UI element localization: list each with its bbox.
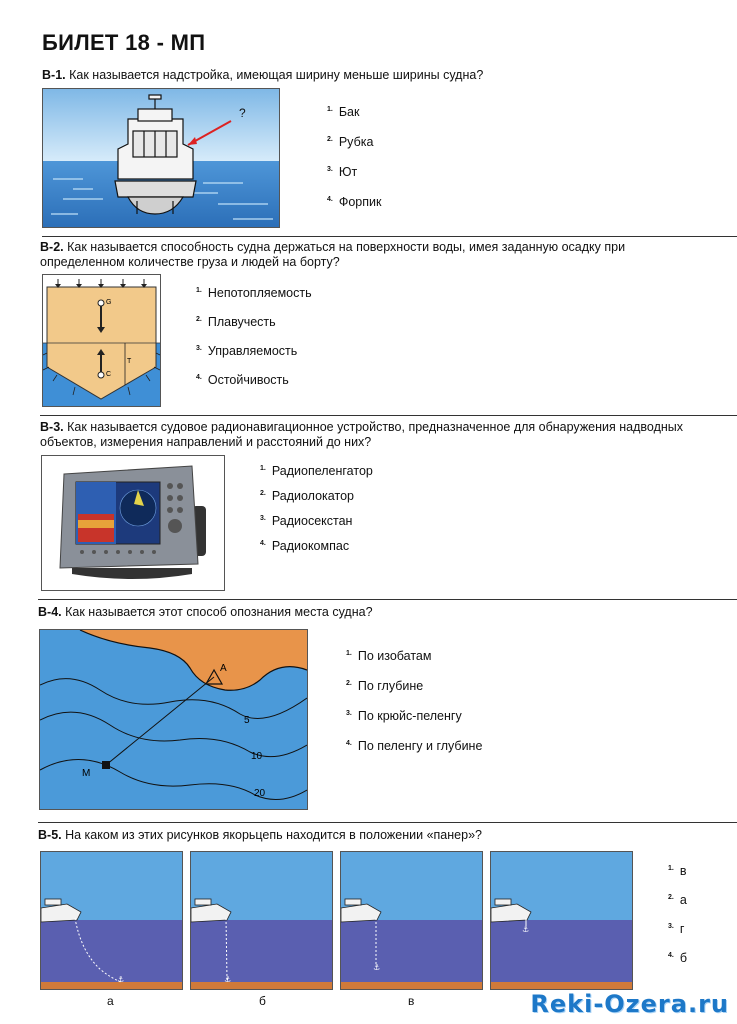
q4-depth-5: 5 — [244, 715, 250, 726]
q1-boat-image — [42, 88, 280, 228]
svg-text:⚓: ⚓ — [224, 975, 232, 984]
q5-picture-d — [490, 851, 633, 990]
site-watermark: Reki-Ozera.ru — [530, 990, 729, 1018]
q1-option-3[interactable]: 3. Ют — [327, 165, 358, 179]
q1-image-question-mark: ? — [239, 106, 246, 120]
q3-option-4[interactable]: 4. Радиокомпас — [260, 539, 350, 553]
q4-depth-20: 20 — [254, 788, 266, 799]
question-4-text: Как называется этот способ опознания места судна? — [65, 605, 373, 619]
q3-option-1[interactable]: 1. Радиопеленгатор — [260, 464, 373, 478]
q2-option-2[interactable]: 2. Плавучесть — [196, 315, 276, 329]
q2-option-3[interactable]: 3. Управляемость — [196, 344, 298, 358]
q4-options — [346, 649, 482, 769]
q2-option-4[interactable]: 4. Остойчивость — [196, 373, 289, 387]
question-1 — [42, 68, 483, 83]
q4-depth-10: 10 — [251, 751, 263, 762]
q5-picture-c-label: в — [408, 994, 415, 1008]
question-5-text: На каком из этих рисунков якорьцепь находится в положении «панер»? — [65, 828, 482, 842]
q3-options — [260, 464, 373, 564]
question-5 — [38, 828, 482, 843]
question-1-number: В-1. — [42, 68, 66, 82]
q4-label-m: M — [82, 768, 91, 779]
question-5-number: В-5. — [38, 828, 62, 842]
q5-option-3[interactable]: 3. г — [668, 922, 685, 936]
question-3-number: В-3. — [40, 420, 64, 434]
q3-radar-device-image — [41, 455, 225, 591]
svg-text:⚓: ⚓ — [373, 963, 381, 972]
svg-text:⚓: ⚓ — [522, 925, 530, 934]
q2-options — [196, 286, 312, 402]
question-2: В-2. Как называется способность судна держаться на поверхности воды, имея заданную осадку при определенном количестве груза и людей на борту? — [40, 240, 626, 269]
q1-option-4[interactable]: 4. Форпик — [327, 195, 382, 209]
svg-text:⚓: ⚓ — [117, 975, 125, 984]
q2-option-1[interactable]: 1. Непотопляемость — [196, 286, 312, 300]
q2-label-t: T — [127, 358, 132, 365]
q4-option-3[interactable]: 3. По крюйс-пеленгу — [346, 709, 462, 723]
q5-option-2[interactable]: 2. а — [668, 893, 687, 907]
q3-option-2[interactable]: 2. Радиолокатор — [260, 489, 354, 503]
question-2-number: В-2. — [40, 240, 64, 254]
question-3: В-3. Как называется судовое радионавигационное устройство, предназначенное для обнаружения надводных объектов, измерения направлений и расстояний до них? — [40, 420, 684, 449]
q4-option-2[interactable]: 2. По глубине — [346, 679, 424, 693]
q5-option-1[interactable]: 1. в — [668, 864, 687, 878]
q2-label-g: G — [106, 299, 112, 306]
q4-option-4[interactable]: 4. По пеленгу и глубине — [346, 739, 483, 753]
q4-option-1[interactable]: 1. По изобатам — [346, 649, 432, 663]
q2-label-c: C — [106, 371, 112, 378]
q4-label-a: A — [220, 663, 227, 674]
q5-picture-c — [340, 851, 483, 990]
q5-option-4[interactable]: 4. б — [668, 951, 688, 965]
q5-picture-a — [40, 851, 183, 990]
q3-option-3[interactable]: 3. Радиосекстан — [260, 514, 353, 528]
question-1-text: Как называется надстройка, имеющая ширину меньше ширины судна? — [69, 68, 484, 82]
question-4-number: В-4. — [38, 605, 62, 619]
q5-options — [668, 864, 687, 980]
q2-buoyancy-diagram — [42, 274, 161, 407]
q1-option-2[interactable]: 2. Рубка — [327, 135, 374, 149]
ticket-title: БИЛЕТ 18 - МП — [42, 30, 206, 55]
question-4 — [38, 605, 373, 620]
divider — [40, 415, 737, 416]
divider — [38, 599, 737, 600]
q5-picture-b-label: б — [259, 994, 266, 1008]
q1-options — [327, 105, 381, 225]
q1-option-1[interactable]: 1. Бак — [327, 105, 360, 119]
q5-picture-b — [190, 851, 333, 990]
divider — [38, 822, 737, 823]
q5-picture-a-label: а — [107, 994, 114, 1008]
divider — [42, 236, 737, 237]
q4-depth-chart — [39, 629, 308, 810]
